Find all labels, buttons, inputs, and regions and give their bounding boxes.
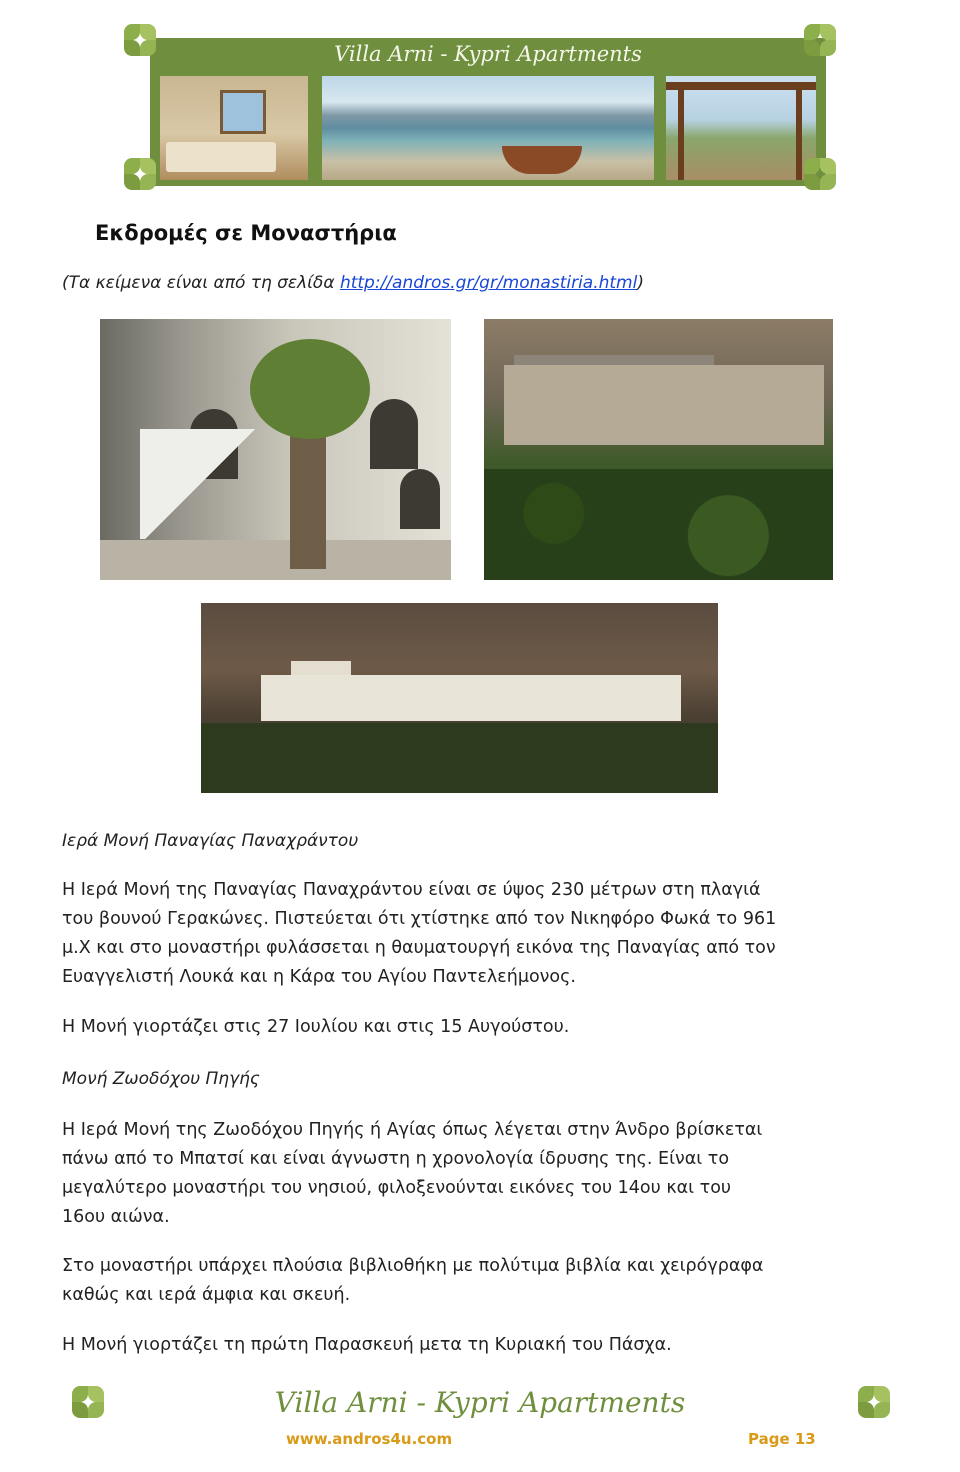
section1-feast: Η Μονή γιορτάζει στις 27 Ιουλίου και στις 15 Αυγούστου. bbox=[62, 1017, 570, 1037]
banner-photo-terrace bbox=[666, 76, 816, 180]
source-note-suffix: ) bbox=[637, 273, 644, 293]
section2-feast: Η Μονή γιορτάζει τη πρώτη Παρασκευή μετα τη Κυριακή του Πάσχα. bbox=[62, 1335, 672, 1355]
section2-body bbox=[62, 1116, 900, 1232]
footer-title: Villa Arni - Kypri Apartments bbox=[274, 1386, 686, 1419]
section2-line: μεγαλύτερο μοναστήρι του νησιού, φιλοξενούνται εικόνες του 14ου και του bbox=[62, 1178, 732, 1198]
section1-line: μ.Χ και στο μοναστήρι φυλάσσεται η θαυματουργή εικόνα της Παναγίας από τον bbox=[62, 938, 776, 958]
header-banner bbox=[150, 38, 826, 186]
source-link[interactable]: http://andros.gr/gr/monastiria.html bbox=[339, 273, 638, 293]
section2-title: Μονή Ζωοδόχου Πηγής bbox=[62, 1069, 260, 1089]
section2-library-line: καθώς και ιερά άμφια και σκευή. bbox=[62, 1285, 351, 1305]
banner-photo-room bbox=[160, 76, 308, 180]
monastery-cliff-photo bbox=[201, 603, 718, 793]
section1-body bbox=[62, 876, 900, 992]
section1-line: του βουνού Γερακώνες. Πιστεύεται ότι χτίστηκε από τον Νικηφόρο Φωκά το 961 bbox=[62, 909, 777, 929]
section2-line: 16ου αιώνα. bbox=[62, 1207, 170, 1227]
source-note bbox=[62, 273, 644, 293]
header-title: Villa Arni - Kypri Apartments bbox=[334, 42, 642, 66]
section2-line: πάνω από το Μπατσί και είναι άγνωστη η χρονολογία ίδρυσης της. Είναι το bbox=[62, 1149, 730, 1169]
section2-library-line: Στο μοναστήρι υπάρχει πλούσια βιβλιοθήκη με πολύτιμα βιβλία και χειρόγραφα bbox=[62, 1256, 764, 1276]
section1-line: Ευαγγελιστή Λουκά και η Κάρα του Αγίου Παντελεήμονος. bbox=[62, 967, 576, 987]
source-note-prefix: (Τα κείμενα είναι από τη σελίδα bbox=[62, 273, 340, 293]
section1-line: Η Ιερά Μονή της Παναγίας Παναχράντου είναι σε ύψος 230 μέτρων στη πλαγιά bbox=[62, 880, 761, 900]
flower-ornament-icon bbox=[122, 22, 158, 58]
section2-line: Η Ιερά Μονή της Ζωοδόχου Πηγής ή Αγίας όπως λέγεται στην Άνδρο βρίσκεται bbox=[62, 1120, 763, 1140]
flower-ornament-icon bbox=[122, 156, 158, 192]
flower-ornament-icon bbox=[802, 156, 838, 192]
page-number: Page 13 bbox=[748, 1430, 816, 1448]
section2-library bbox=[62, 1252, 900, 1310]
banner-photo-sea bbox=[322, 76, 654, 180]
monastery-courtyard-photo bbox=[100, 319, 451, 580]
monastery-hillside-photo bbox=[484, 319, 833, 580]
footer-website-link[interactable]: www.andros4u.com bbox=[286, 1430, 453, 1448]
flower-ornament-icon bbox=[802, 22, 838, 58]
section1-title: Ιερά Μονή Παναγίας Παναχράντου bbox=[62, 831, 359, 851]
page-heading: Εκδρομές σε Μοναστήρια bbox=[95, 221, 397, 245]
